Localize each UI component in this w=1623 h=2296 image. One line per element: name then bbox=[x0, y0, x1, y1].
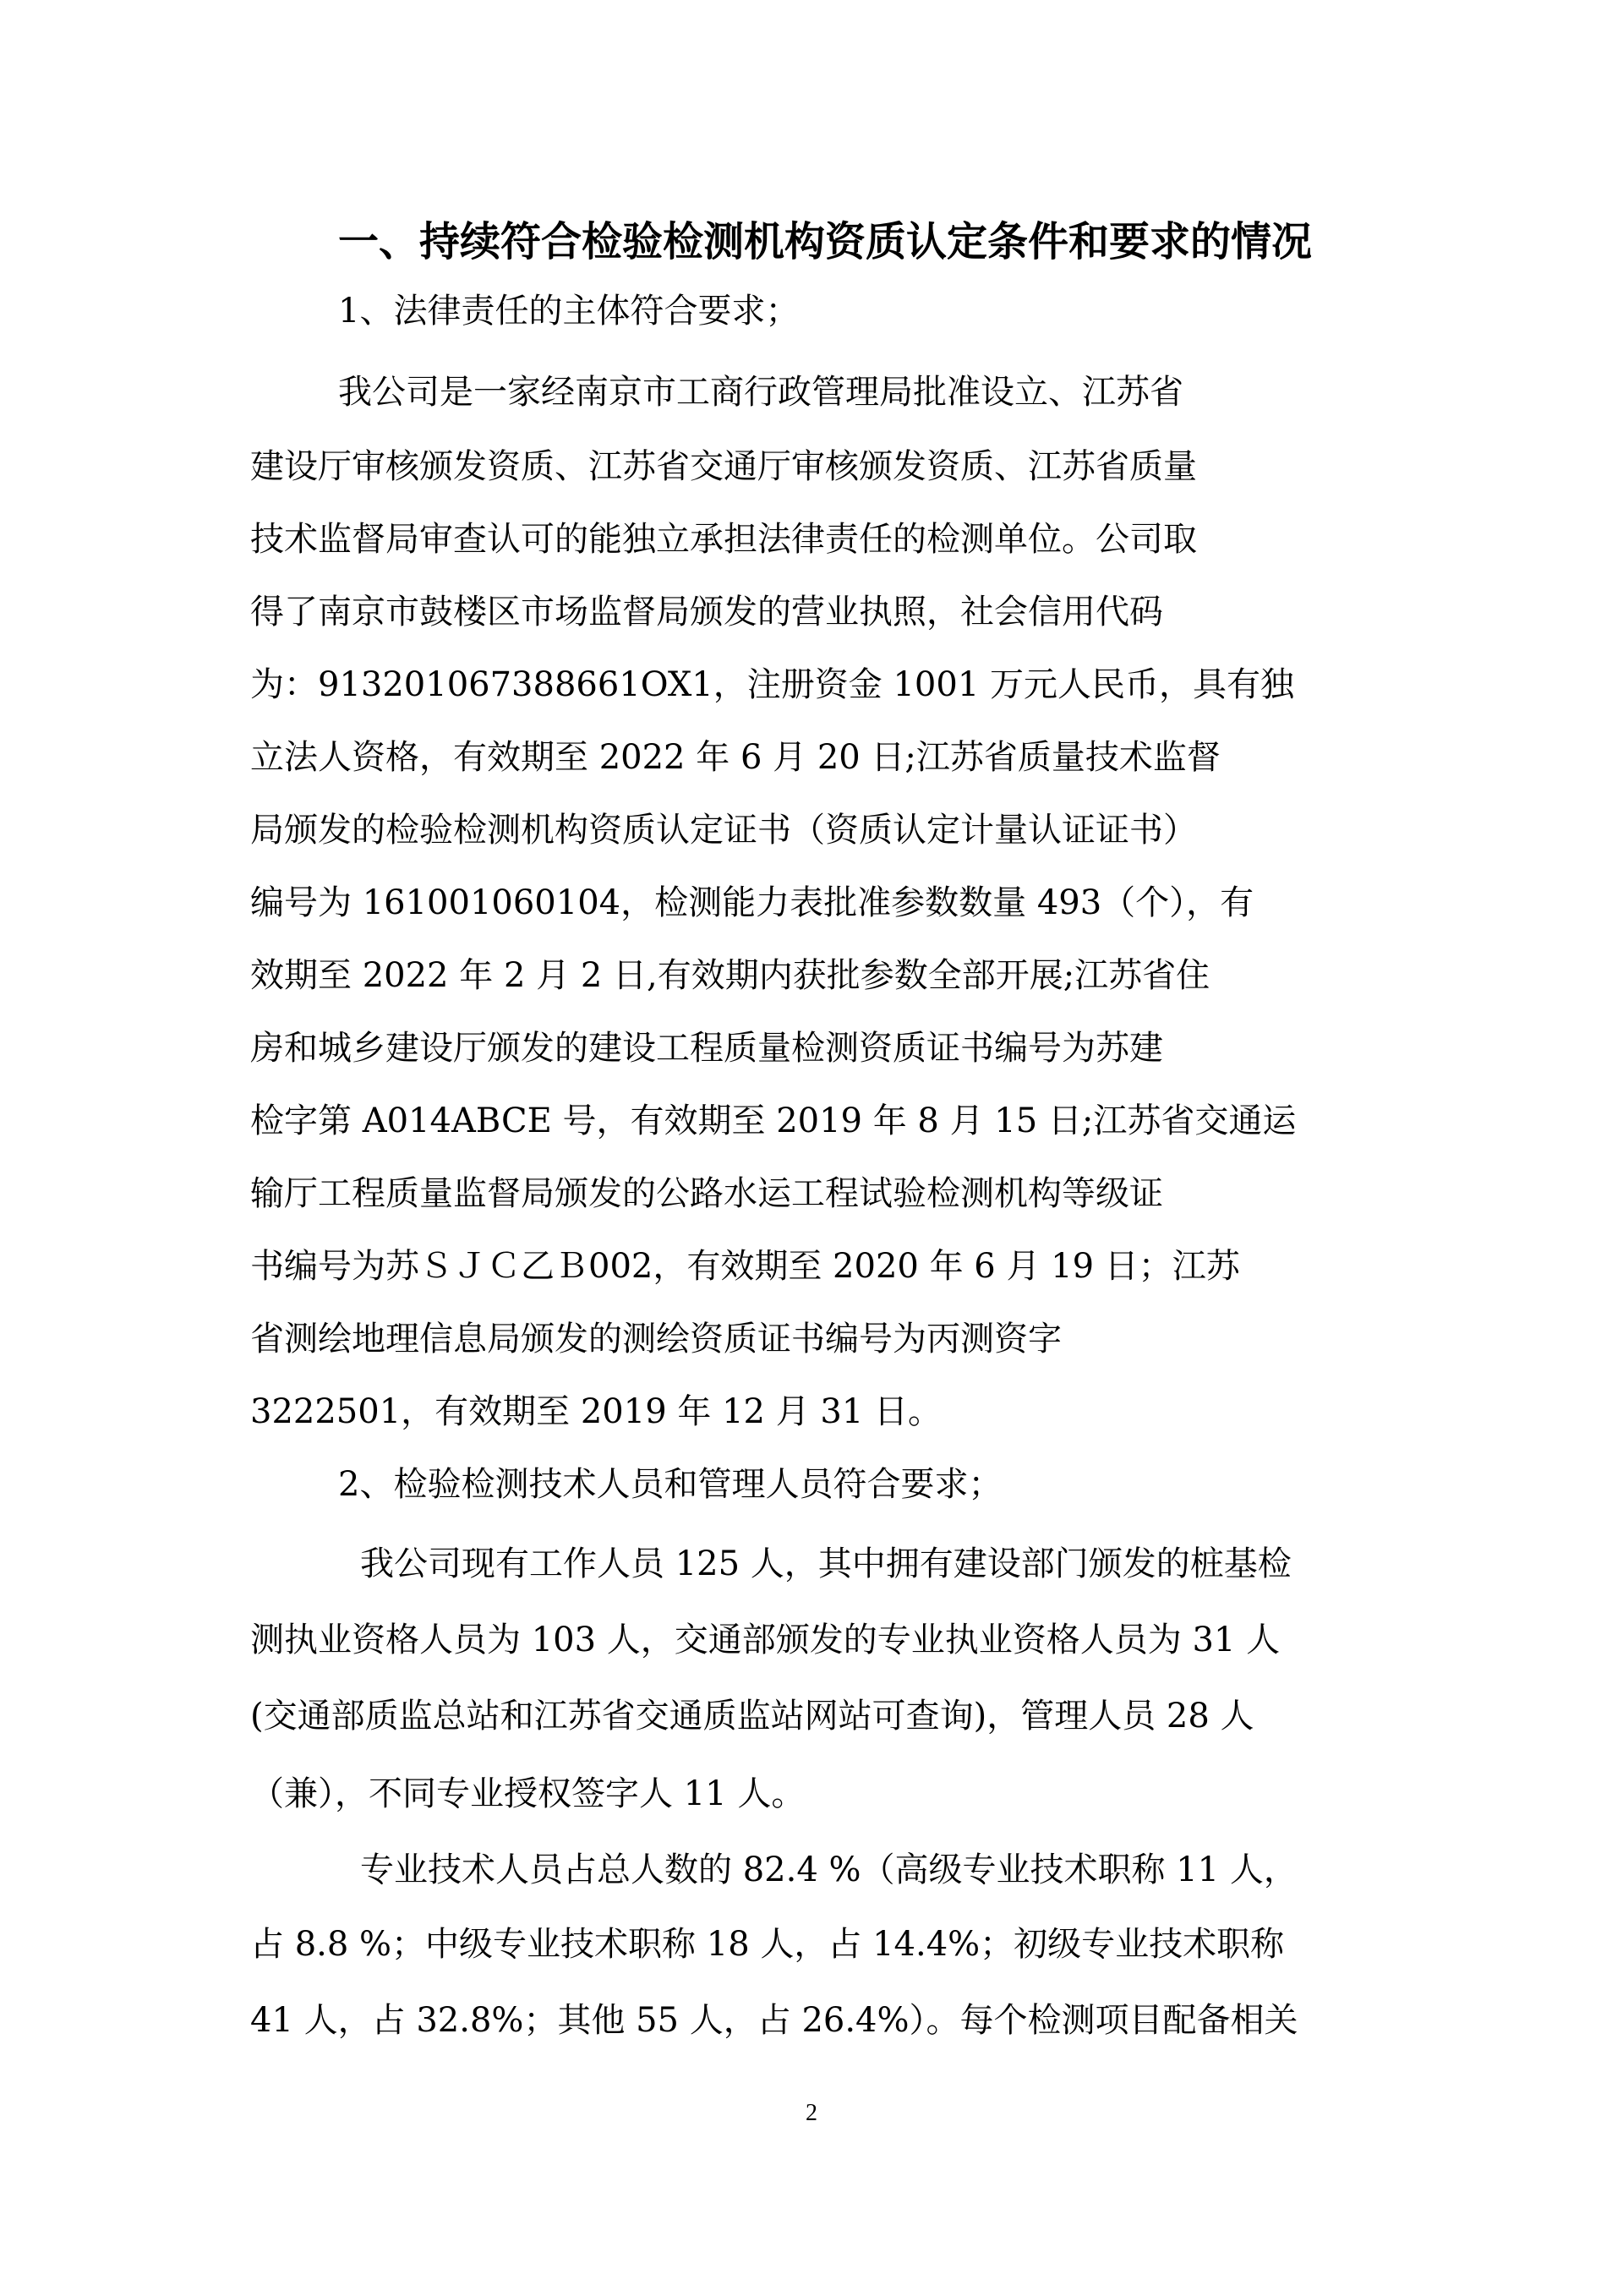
paragraph-line: 编号为 161001060104，检测能力表批准参数数量 493（个），有 bbox=[250, 883, 1254, 922]
paragraph-line: 得了南京市鼓楼区市场监督局颁发的营业执照，社会信用代码 bbox=[250, 593, 1163, 631]
paragraph-line: 测执业资格人员为 103 人，交通部颁发的专业执业资格人员为 31 人 bbox=[250, 1621, 1281, 1659]
paragraph-line: 省测绘地理信息局颁发的测绘资质证书编号为丙测资字 bbox=[250, 1320, 1062, 1358]
paragraph-line: 书编号为苏ＳＪＣ乙Ｂ002，有效期至 2020 年 6 月 19 日；江苏 bbox=[250, 1247, 1240, 1286]
paragraph-line: 房和城乡建设厅颁发的建设工程质量检测资质证书编号为苏建 bbox=[250, 1029, 1163, 1068]
paragraph-line: 占 8.8 %；中级专业技术职称 18 人，占 14.4%；初级专业技术职称 bbox=[250, 1925, 1285, 1964]
page-number: 2 bbox=[806, 2100, 817, 2126]
paragraph-line: 我公司现有工作人员 125 人，其中拥有建设部门颁发的桩基检 bbox=[360, 1544, 1292, 1583]
paragraph-line: 为：913201067388661OX1，注册资金 1001 万元人民币，具有独 bbox=[250, 665, 1294, 704]
paragraph-line: 技术监督局审查认可的能独立承担法律责任的检测单位。公司取 bbox=[250, 520, 1197, 559]
paragraph-line: 局颁发的检验检测机构资质认定证书（资质认定计量认证证书） bbox=[250, 811, 1197, 850]
paragraph-line: 检字第 A014ABCE 号，有效期至 2019 年 8 月 15 日;江苏省交通运 bbox=[250, 1102, 1297, 1140]
paragraph-line: (交通部质监总站和江苏省交通质监站网站可查询)，管理人员 28 人 bbox=[250, 1697, 1254, 1736]
paragraph-line: 41 人，占 32.8%；其他 55 人，占 26.4%）。每个检测项目配备相关 bbox=[250, 2001, 1298, 2040]
paragraph-line: 效期至 2022 年 2 月 2 日,有效期内获批参数全部开展;江苏省住 bbox=[250, 956, 1210, 995]
section-heading: 一、持续符合检验检测机构资质认定条件和要求的情况 bbox=[338, 218, 1313, 265]
subsection-title-1: 1、法律责任的主体符合要求； bbox=[338, 292, 800, 331]
paragraph-line: 建设厅审核颁发资质、江苏省交通厅审核颁发资质、江苏省质量 bbox=[250, 447, 1197, 486]
paragraph-line: 3222501，有效期至 2019 年 12 月 31 日。 bbox=[250, 1392, 943, 1431]
paragraph-line: 输厅工程质量监督局颁发的公路水运工程试验检测机构等级证 bbox=[250, 1174, 1163, 1213]
paragraph-line: 我公司是一家经南京市工商行政管理局批准设立、江苏省 bbox=[338, 373, 1183, 412]
paragraph-line: 专业技术人员占总人数的 82.4 %（高级专业技术职称 11 人， bbox=[360, 1850, 1298, 1889]
paragraph-line: （兼），不同专业授权签字人 11 人。 bbox=[250, 1774, 806, 1813]
paragraph-line: 立法人资格，有效期至 2022 年 6 月 20 日;江苏省质量技术监督 bbox=[250, 738, 1221, 777]
subsection-title-2: 2、检验检测技术人员和管理人员符合要求； bbox=[338, 1465, 1003, 1504]
